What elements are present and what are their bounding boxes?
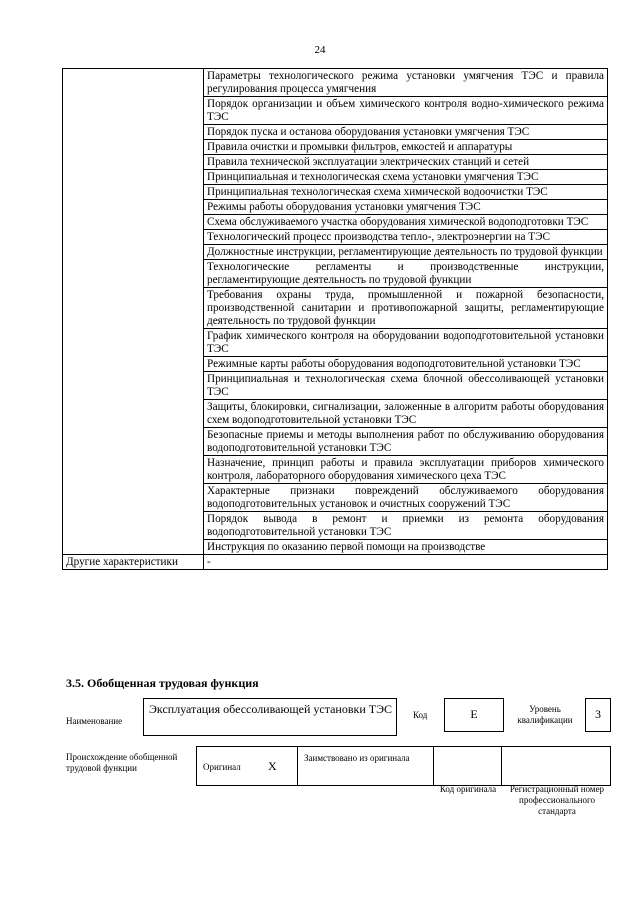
origin-label: Происхождение обобщенной трудовой функции bbox=[66, 752, 178, 773]
knowledge-item: Должностные инструкции, регламентирующие деятельность по трудовой функции bbox=[204, 245, 608, 260]
code-label: Код bbox=[413, 710, 428, 720]
knowledge-item: Требования охраны труда, промышленной и пожарной безопасности, производственной санитарии и противопожарной защиты, регламентирующие деятельность по трудовой функции bbox=[204, 288, 608, 329]
code-value: E bbox=[470, 707, 478, 721]
borrowed-cell bbox=[297, 746, 434, 786]
knowledge-item: Инструкция по оказанию первой помощи на производстве bbox=[204, 540, 608, 555]
knowledge-item: Принципиальная технологическая схема химической водоочистки ТЭС bbox=[204, 185, 608, 200]
knowledge-item: Назначение, принцип работы и правила эксплуатации приборов химического контроля, лабораторного оборудования химического цеха ТЭС bbox=[204, 456, 608, 484]
page-number: 24 bbox=[314, 44, 326, 56]
borrowed-label: Заимствовано из оригинала bbox=[304, 753, 410, 763]
other-characteristics-label: Другие характеристики bbox=[63, 555, 204, 570]
knowledge-item: Режимные карты работы оборудования водоподготовительной установки ТЭС bbox=[204, 357, 608, 372]
knowledge-item: Технологические регламенты и производственные инструкции, регламентирующие деятельность по трудовой функции bbox=[204, 260, 608, 288]
knowledge-item: Безопасные приемы и методы выполнения работ по обслуживанию оборудования водоподготовительной установки ТЭС bbox=[204, 428, 608, 456]
knowledge-item: Схема обслуживаемого участка оборудования химической водоподготовки ТЭС bbox=[204, 215, 608, 230]
knowledge-item: Технологический процесс производства тепло-, электроэнергии на ТЭС bbox=[204, 230, 608, 245]
knowledge-label-cell bbox=[63, 69, 204, 555]
reg-number-cell bbox=[501, 746, 611, 786]
name-label: Наименование bbox=[66, 716, 123, 726]
knowledge-item: Принципиальная и технологическая схема установки умягчения ТЭС bbox=[204, 170, 608, 185]
name-value: Эксплуатация обессоливающей установки ТЭС bbox=[149, 702, 393, 716]
knowledge-item: Порядок пуска и останова оборудования установки умягчения ТЭС bbox=[204, 125, 608, 140]
knowledge-item: Порядок организации и объем химического контроля водно-химического режима ТЭС bbox=[204, 97, 608, 125]
table-row bbox=[63, 69, 608, 97]
level-label: Уровень квалификации bbox=[517, 704, 573, 725]
knowledge-item: Параметры технологического режима установки умягчения ТЭС и правила регулирования процесса умягчения bbox=[204, 69, 608, 97]
knowledge-item: Режимы работы оборудования установки умягчения ТЭС bbox=[204, 200, 608, 215]
knowledge-table bbox=[62, 68, 608, 570]
section-title: 3.5. Обобщенная трудовая функция bbox=[66, 676, 259, 690]
original-label: Оригинал bbox=[203, 762, 241, 772]
reg-number-caption: Регистрационный номер профессионального стандарта bbox=[509, 784, 605, 816]
knowledge-item: Правила технической эксплуатации электрических станций и сетей bbox=[204, 155, 608, 170]
other-characteristics-value: - bbox=[204, 555, 608, 570]
knowledge-item: Порядок вывода в ремонт и приемки из ремонта оборудования водоподготовительной установки ТЭС bbox=[204, 512, 608, 540]
knowledge-item: График химического контроля на оборудовании водоподготовительной установки ТЭС bbox=[204, 329, 608, 357]
code-original-caption: Код оригинала bbox=[439, 784, 497, 794]
code-original-cell bbox=[433, 746, 502, 786]
knowledge-item: Защиты, блокировки, сигнализации, заложенные в алгоритм работы оборудования схем водоподготовительной установки ТЭС bbox=[204, 400, 608, 428]
knowledge-item: Принципиальная и технологическая схема блочной обессоливающей установки ТЭС bbox=[204, 372, 608, 400]
original-mark: X bbox=[268, 759, 277, 773]
level-value: 3 bbox=[595, 707, 601, 721]
table-row bbox=[63, 555, 608, 570]
knowledge-item: Правила очистки и промывки фильтров, емкостей и аппаратуры bbox=[204, 140, 608, 155]
knowledge-item: Характерные признаки повреждений обслуживаемого оборудования водоподготовительных установок и очистных сооружений ТЭС bbox=[204, 484, 608, 512]
